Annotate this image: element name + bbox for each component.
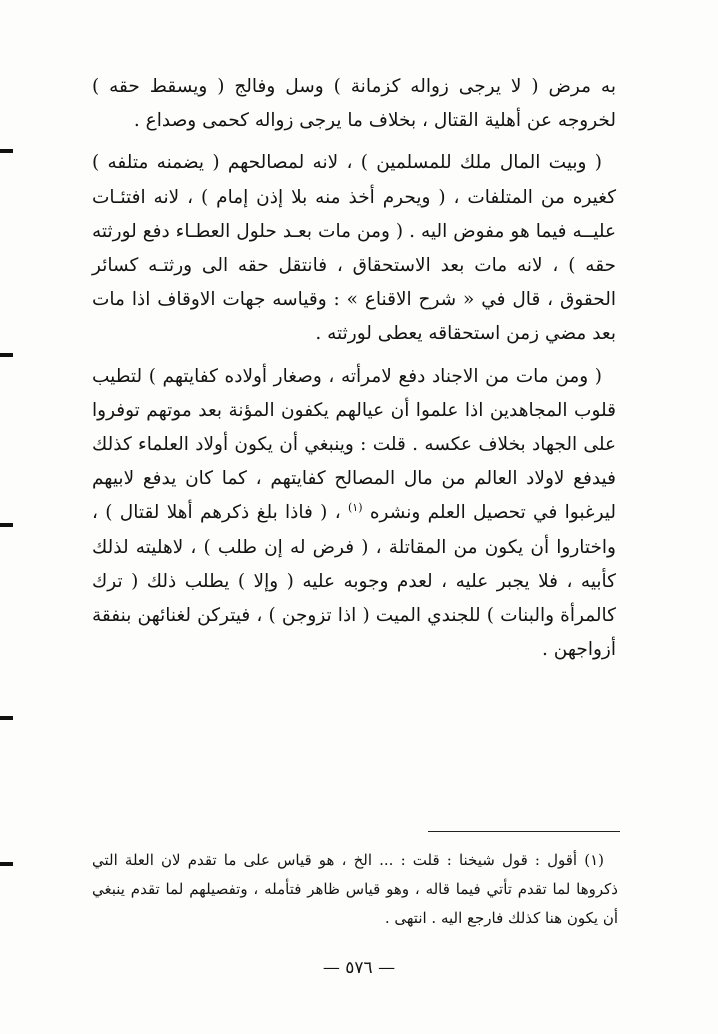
scan-edge-mark — [0, 353, 13, 357]
paragraph-3-text-start: ( ومن مات من الاجناد دفع لامرأته ، وصغار أولاده كفايتهم ) لتطيب قلوب المجاهدين اذا علموا أن عيالهم يكفون المؤنة بعد موتهم توفروا على الجهاد بخلاف عكسه . قلت : وينبغي أن يكون أولاد العلماء كذلك فيدفع لاولاد العالم من مال المصالح كفايتهم ، كما كان يدفع لابيهم ليرغبوا في تحصيل العلم ونشره — [92, 365, 617, 524]
paragraph-3 — [92, 360, 616, 668]
paragraph-3-text-end: ، ( فاذا بلغ ذكرهم أهلا لقتال ) ، واختاروا أن يكون من المقاتلة ، ( فرض له إن طلب ) ، لاهليته لذلك كأبيه ، فلا يجبر عليه ، لعدم وجوبه عليه ( وإلا ) يطلب ذلك ( ترك كالمرأة والبنات ) للجندي الميت ( اذا تزوجن ) ، فيتركن لغنائهن بنفقة أزواجهن . — [92, 502, 616, 661]
footnote-text: (١) أقول : قول شيخنا : قلت : ... الخ ، هو قياس على ما تقدم لان العلة التي ذكروها لما تقدم تأتي فيما قاله ، وهو قياس ظاهر فتأمله ، وتفصيلهم لما تقدم ينبغي أن يكون هنا كذلك فارجع اليه . انتهى . — [92, 851, 618, 927]
paragraph-1: به مرض ( لا يرجى زواله كزمانة ) وسل وفالج ( ويسقط حقه ) لخروجه عن أهلية القتال ، بخلاف ما يرجى زواله كحمى وصداع . — [92, 76, 616, 132]
scan-edge-mark — [0, 149, 13, 153]
footnote-separator — [428, 831, 620, 832]
footnote — [92, 846, 618, 933]
scan-edge-mark — [0, 523, 13, 527]
paragraph-2: ( وبيت المال ملك للمسلمين ) ، لانه لمصالحهم ( يضمنه متلفه ) كغيره من المتلفات ، ( ويحرم أخذ منه بلا إذن إمام ) ، لانه افتئـات عليــه فيما هو مفوض اليه . ( ومن مات بعـد حلول العطـاء دفع لورثته حقه ) ، لانه مات بعد الاستحقاق ، فانتقل حقه الى ورثتـه كسائر الحقوق ، قال في « شرح الاقناع » : وقياسه جهات الاوقاف اذا مات بعد مضي زمن استحقاقه يعطى لورثته . — [92, 152, 616, 345]
footnote-reference[interactable]: (١) — [347, 501, 363, 515]
main-text — [92, 70, 616, 675]
scan-edge-mark — [0, 862, 13, 866]
page-number: — ٥٧٦ — — [322, 958, 396, 978]
scan-edge-mark — [0, 716, 13, 720]
